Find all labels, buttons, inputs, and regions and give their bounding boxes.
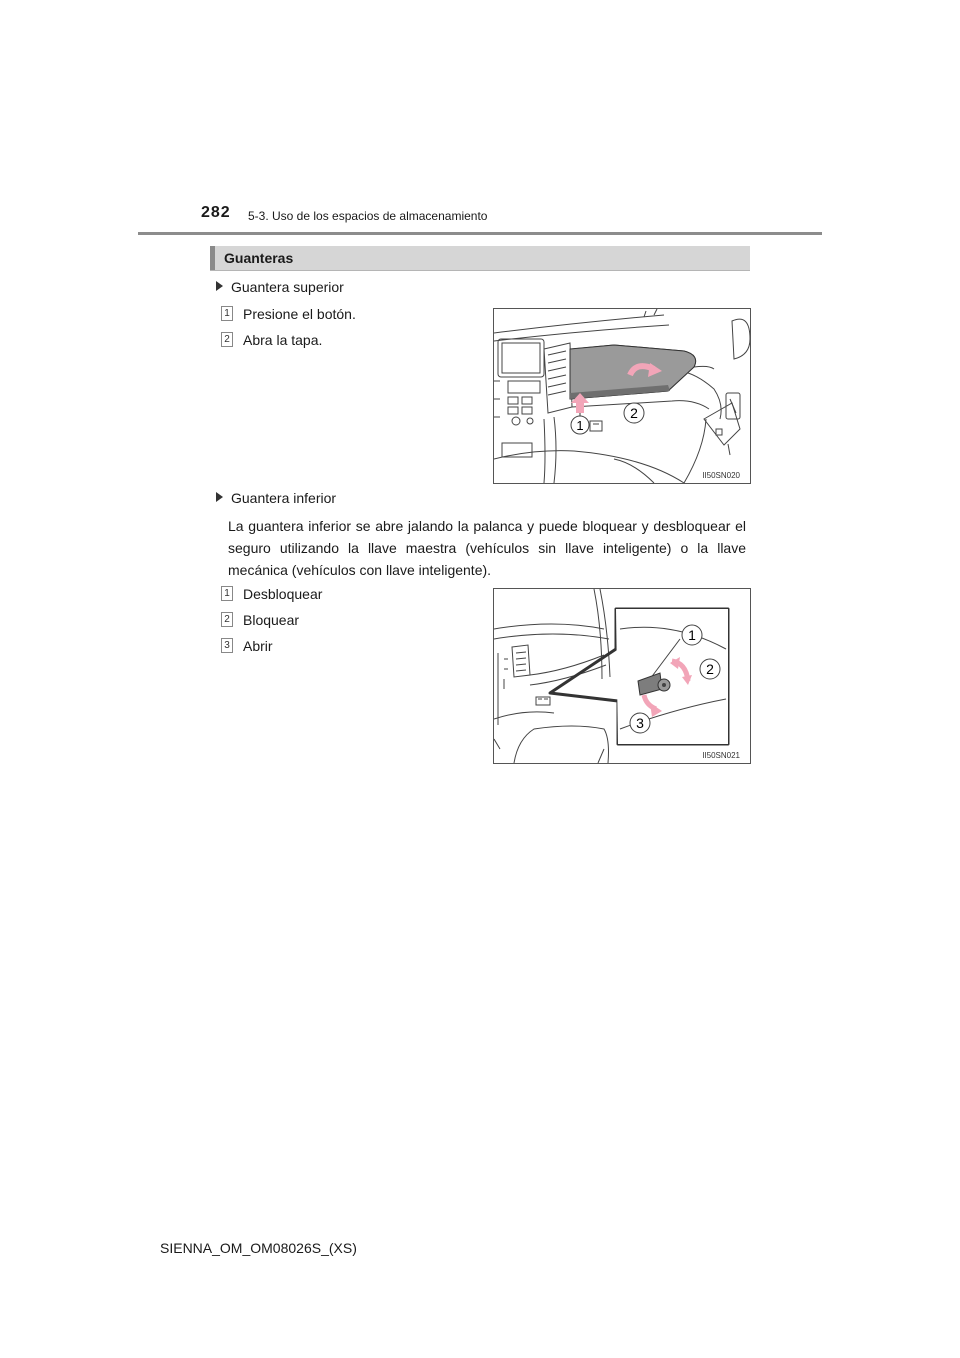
upper-glovebox-illustration [493, 308, 751, 484]
document-code: SIENNA_OM_OM08026S_(XS) [160, 1240, 357, 1256]
step-number-badge: 3 [221, 638, 233, 653]
heading-accent [210, 246, 215, 270]
step-number-badge: 1 [221, 586, 233, 601]
upper-step-2: Abra la tapa. [243, 332, 323, 348]
header-rule [138, 232, 822, 235]
upper-step-1: Presione el botón. [243, 306, 356, 322]
callout-1-label: 1 [576, 418, 584, 433]
callout-1 [682, 625, 702, 645]
lower-step-1: Desbloquear [243, 586, 323, 602]
callout-3 [630, 713, 650, 733]
lower-title-text: Guantera inferior [231, 490, 337, 506]
figure-code: II50SN020 [702, 471, 740, 480]
lower-glovebox-title [216, 490, 336, 506]
upper-glovebox-title [216, 279, 344, 295]
upper-title-text: Guantera superior [231, 279, 344, 295]
section-heading-label: Guanteras [224, 250, 294, 266]
lower-step-2: Bloquear [243, 612, 300, 628]
callout-3-label: 3 [636, 715, 644, 731]
callout-2-label: 2 [706, 661, 714, 677]
step-number-badge: 2 [221, 332, 233, 347]
lock-drawing [494, 589, 750, 763]
figure-code: II50SN021 [702, 751, 740, 760]
step-number-badge: 2 [221, 612, 233, 627]
dashboard-drawing [494, 309, 750, 483]
triangle-bullet-icon [216, 281, 223, 291]
section-title: 5-3. Uso de los espacios de almacenamiento [248, 209, 488, 223]
lower-step-3: Abrir [243, 638, 273, 654]
lower-glovebox-illustration [493, 588, 751, 764]
callout-2 [700, 659, 720, 679]
triangle-bullet-icon [216, 492, 223, 502]
lower-glovebox-description: La guantera inferior se abre jalando la palanca y puede bloquear y desbloquear el seguro utilizando la llave maestra (vehículos sin llave inteligente) o la llave mecánica (vehículos con llave inteligente). [228, 518, 746, 578]
callout-2-label: 2 [630, 405, 638, 421]
callout-1 [571, 416, 589, 434]
callout-1-label: 1 [688, 627, 696, 643]
step-number-badge: 1 [221, 306, 233, 321]
callout-2 [624, 403, 644, 423]
section-heading [210, 246, 750, 271]
page-number: 282 [201, 204, 231, 221]
